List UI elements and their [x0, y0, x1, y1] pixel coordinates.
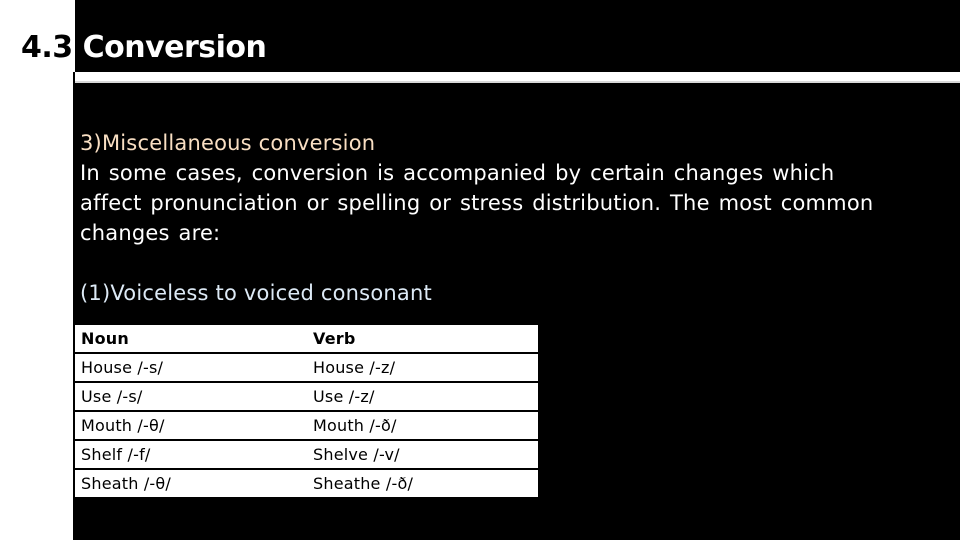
left-accent-strip: [0, 72, 73, 540]
noun-cell: Sheath /-θ/: [81, 474, 171, 493]
column-header-noun: Noun: [75, 325, 307, 353]
section-subheading: 3)Miscellaneous conversion: [80, 131, 376, 155]
table-header-row: [75, 325, 538, 353]
noun-cell: House /-s/: [75, 353, 307, 382]
slide-content: [80, 128, 880, 308]
table-row: [75, 411, 538, 440]
table-row: [75, 440, 538, 469]
verb-cell: Mouth /-ð/: [307, 411, 538, 440]
noun-cell: Shelf /-f/: [75, 440, 307, 469]
table-row: [75, 353, 538, 382]
title-number: 4.3: [21, 30, 73, 65]
title-divider: [75, 72, 960, 81]
column-header-verb: Verb: [307, 325, 538, 353]
table-row: [75, 469, 538, 497]
case-heading: (1)Voiceless to voiced consonant: [80, 281, 432, 305]
verb-cell: Sheathe /-ð/: [313, 474, 414, 493]
table-row: [75, 382, 538, 411]
title-text: Conversion: [82, 30, 267, 65]
body-paragraph: In some cases, conversion is accompanied by certain changes which affect pronunciation or spelling or stress distribution. The most common changes are:: [80, 161, 874, 245]
verb-cell: Shelve /-v/: [307, 440, 538, 469]
conversion-table: [75, 325, 538, 497]
title-divider-shadow: [75, 81, 960, 83]
verb-cell: Use /-z/: [307, 382, 538, 411]
slide-title: [21, 28, 266, 68]
verb-cell: House /-z/: [307, 353, 538, 382]
noun-cell: Use /-s/: [75, 382, 307, 411]
noun-cell: Mouth /-θ/: [75, 411, 307, 440]
